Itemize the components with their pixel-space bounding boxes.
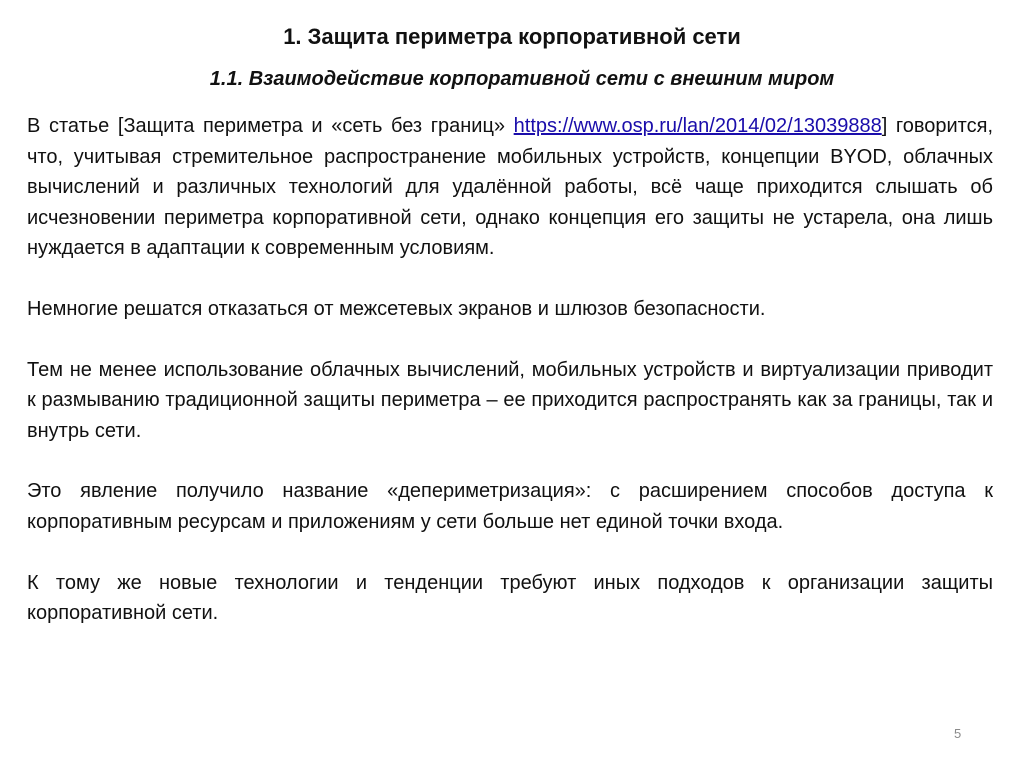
paragraph-4: Это явление получило название «депериметризация»: с расширением способов доступа к корпоративным ресурсам и приложениям у сети больше нет единой точки входа. bbox=[27, 480, 993, 533]
page-number: 5 bbox=[954, 726, 962, 741]
paragraph-1-body: ] говорится, что, учитывая стремительное распространение мобильных устройств, концепции BYOD, облачных вычислений и различных технологий для удалённой работы, всё чаще приходится слышать об исчезновении периметра корпоративной сети, однако концепция его защиты не устарела, она лишь нуждается в адаптации к современным условиям. bbox=[27, 115, 993, 260]
paragraph-1 bbox=[27, 111, 993, 264]
paragraph-5: К тому же новые технологии и тенденции требуют иных подходов к организации защиты корпоративной сети. bbox=[27, 571, 993, 625]
slide-content bbox=[27, 111, 993, 659]
paragraph-2: Немногие решатся отказаться от межсетевых экранов и шлюзов безопасности. bbox=[27, 297, 766, 320]
slide-subtitle: 1.1. Взаимодействие корпоративной сети с внешним миром bbox=[209, 68, 835, 90]
article-link[interactable]: https://www.osp.ru/lan/2014/02/13039888 bbox=[513, 115, 882, 137]
slide-title: 1. Защита периметра корпоративной сети bbox=[283, 24, 741, 49]
paragraph-3: Тем не менее использование облачных вычислений, мобильных устройств и виртуализации приводит к размыванию традиционной защиты периметра – ее приходится распространять как за границы, так и внутрь сети. bbox=[27, 358, 993, 442]
paragraph-1-intro: В статье [Защита периметра и «сеть без границ» bbox=[27, 115, 514, 137]
